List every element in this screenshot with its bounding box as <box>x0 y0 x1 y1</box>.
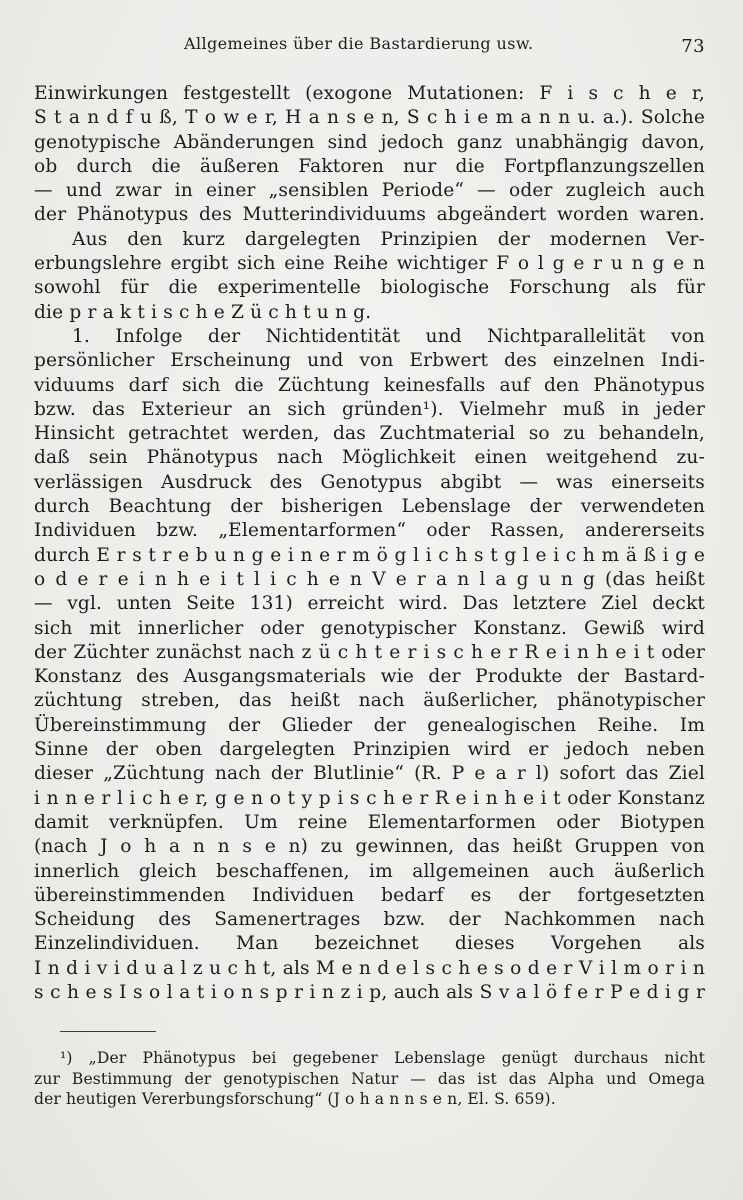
text-line: o d e r e i n h e i t l i c h e n V e r a n l a g u n g (das heißt <box>34 568 705 590</box>
text-line: Konstanz des Ausgangsmaterials wie der Produkte der Bastard- <box>34 666 705 688</box>
text-line: Einwirkungen festgestellt (exogone Mutationen: F i s c h e r, <box>34 83 705 104</box>
text-line: ob durch die äußeren Faktoren nur die Fortpflanzungszellen <box>34 155 705 177</box>
footnote <box>34 1048 705 1109</box>
text-line: Übereinstimmung der Glieder der genealogischen Reihe. Im <box>34 714 705 736</box>
text-line: erbungslehre ergibt sich eine Reihe wichtiger F o l g e r u n g e n <box>34 253 705 275</box>
text-line: übereinstimmenden Individuen bedarf es der fortgesetzten <box>34 884 705 906</box>
text-line: Aus den kurz dargelegten Prinzipien der modernen Ver- <box>72 228 705 250</box>
text-line: S t a n d f u ß, T o w e r, H a n s e n, S c h i e m a n n u. a.). Solche <box>34 107 705 129</box>
text-line: die p r a k t i s c h e Z ü c h t u n g. <box>34 301 372 323</box>
text-line: Sinne der oben dargelegten Prinzipien wird er jedoch neben <box>34 739 705 761</box>
text-line: innerlich gleich beschaffenen, im allgemeinen auch äußerlich <box>34 860 705 882</box>
text-line: durch E r s t r e b u n g e i n e r m ö g l i c h s t g l e i c h m ä ß i g e <box>34 544 705 566</box>
text-line: sich mit innerlicher oder genotypischer Konstanz. Gewiß wird <box>34 617 705 639</box>
text-line: züchtung streben, das heißt nach äußerlicher, phänotypischer <box>34 690 705 712</box>
footnote-line: der heutigen Vererbungsforschung“ (J o h a n n s e n, El. S. 659). <box>34 1090 556 1109</box>
text-line: — und zwar in einer „sensiblen Periode“ — oder zugleich auch <box>34 180 705 202</box>
footnote-line: ¹) „Der Phänotypus bei gegebener Lebenslage genügt durchaus nicht <box>60 1049 705 1068</box>
text-line: s c h e s I s o l a t i o n s p r i n z i p, auch als S v a l ö f e r P e d i g r <box>34 981 705 1003</box>
text-line: damit verknüpfen. Um reine Elementarformen oder Biotypen <box>34 811 705 833</box>
text-line: — vgl. unten Seite 131) erreicht wird. Das letztere Ziel deckt <box>34 593 705 615</box>
text-line: durch Beachtung der bisherigen Lebenslage der verwendeten <box>34 496 705 518</box>
text-line: Einzelindividuen. Man bezeichnet dieses Vorgehen als <box>34 933 705 955</box>
text-line: daß sein Phänotypus nach Möglichkeit einen weitgehend zu- <box>34 447 705 469</box>
text-line: Scheidung des Samenertrages bzw. der Nachkommen nach <box>34 909 705 931</box>
text-line: genotypische Abänderungen sind jedoch ganz unabhängig davon, <box>34 131 705 153</box>
text-line: bzw. das Exterieur an sich gründen¹). Vielmehr muß in jeder <box>34 398 705 420</box>
text-line: viduums darf sich die Züchtung keinesfalls auf den Phänotypus <box>34 374 705 396</box>
body-text <box>34 82 705 1005</box>
footnote-line: zur Bestimmung der genotypischen Natur — das ist das Alpha und Omega <box>34 1069 705 1088</box>
text-line: i n n e r l i c h e r, g e n o t y p i s c h e r R e i n h e i t oder Konstanz <box>34 787 705 809</box>
running-title: Allgemeines über die Bastardierung usw. <box>184 34 534 53</box>
text-line: persönlicher Erscheinung und von Erbwert des einzelnen Indi- <box>34 350 705 372</box>
text-line: der Phänotypus des Mutterindividuums abgeändert worden waren. <box>34 204 705 226</box>
text-line: (nach J o h a n n s e n) zu gewinnen, das heißt Gruppen von <box>34 836 705 858</box>
text-line: der Züchter zunächst nach z ü c h t e r i s c h e r R e i n h e i t oder <box>34 641 705 663</box>
text-line: I n d i v i d u a l z u c h t, als M e n d e l s c h e s o d e r V i l m o r i n <box>34 957 705 979</box>
text-line: sowohl für die experimentelle biologische Forschung als für <box>34 277 705 299</box>
text-line: Individuen bzw. „Elementarformen“ oder Rassen, andererseits <box>34 520 705 542</box>
page-number: 73 <box>681 36 705 57</box>
running-head <box>34 34 705 64</box>
text-line: dieser „Züchtung nach der Blutlinie“ (R. P e a r l) sofort das Ziel <box>34 763 705 785</box>
text-line: Hinsicht getrachtet werden, das Zuchtmaterial so zu behandeln, <box>34 423 705 445</box>
text-line: verlässigen Ausdruck des Genotypus abgibt — was einerseits <box>34 471 705 493</box>
footnote-divider <box>60 1031 156 1032</box>
text-line: 1. Infolge der Nichtidentität und Nichtparallelität von <box>72 325 705 347</box>
